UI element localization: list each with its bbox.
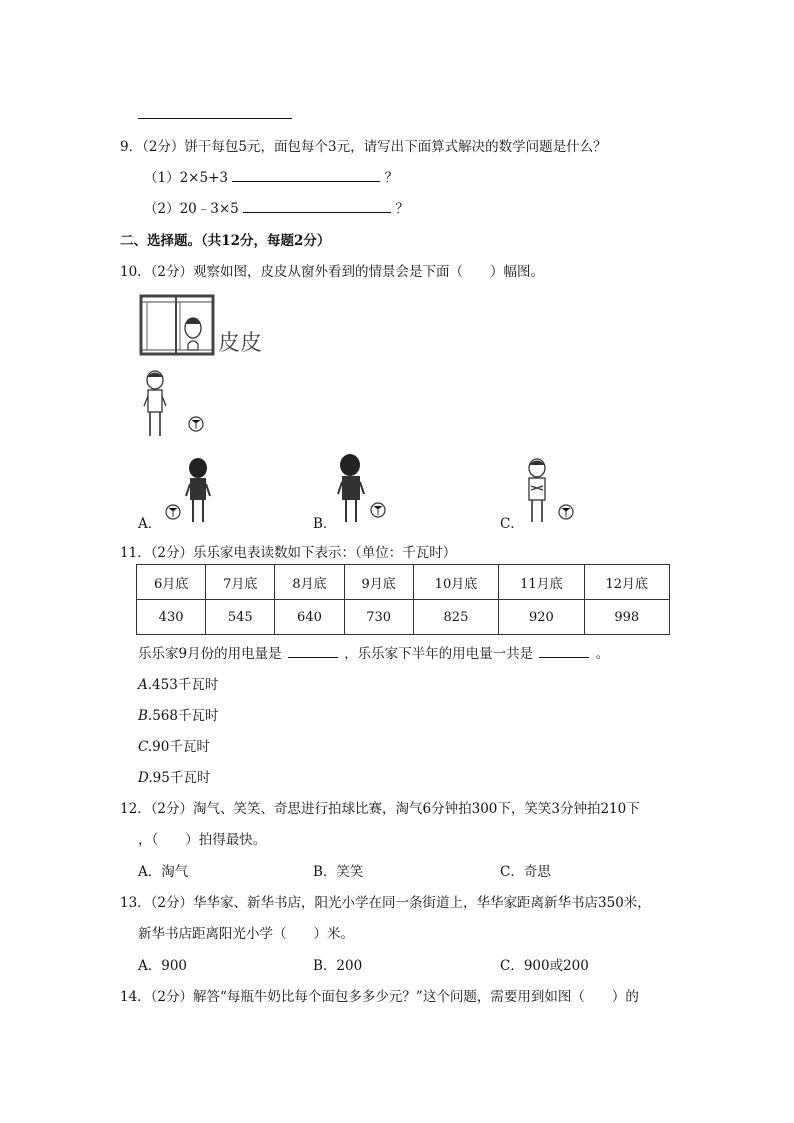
- question-10-option-c[interactable]: C．: [500, 516, 524, 532]
- question-13-option-a[interactable]: A．900: [138, 958, 188, 974]
- question-10-stem: 10．（2分）观察如图，皮皮从窗外看到的情景会是下面（ ）幅图。: [120, 264, 545, 280]
- table-header-cell: 10月底: [413, 565, 498, 600]
- question-9-sub1: [144, 166, 398, 186]
- option-c-text: 90千瓦时: [152, 739, 210, 755]
- table-header-cell: 11月底: [499, 565, 584, 600]
- table-cell: 640: [275, 600, 344, 635]
- table-cell: 998: [584, 600, 669, 635]
- table-header-row: [137, 565, 670, 600]
- table-cell: 825: [413, 600, 498, 635]
- table-row: [137, 600, 670, 635]
- question-9-sub2-end: ？: [395, 201, 409, 217]
- option-b-picture[interactable]: [334, 452, 394, 526]
- option-b-text: 568千瓦时: [152, 708, 219, 724]
- table-cell: 730: [344, 600, 413, 635]
- window-picture: [138, 294, 268, 360]
- option-c-picture[interactable]: [520, 456, 580, 526]
- question-11-option-c[interactable]: [138, 735, 210, 755]
- answer-line-previous: [138, 104, 292, 119]
- table-header-cell: 6月底: [137, 565, 206, 600]
- question-9-sub2-blank[interactable]: [243, 198, 391, 213]
- question-13-line-2: 新华书店距离阳光小学（ ）米。: [138, 926, 354, 942]
- option-d-letter: D.: [138, 770, 153, 786]
- section-2-heading: 二、选择题。（共12分，每题2分）: [120, 233, 331, 249]
- question-11-option-d[interactable]: [138, 766, 210, 786]
- question-12-line-2: ，（ ）拍得最快。: [138, 832, 267, 848]
- question-9-sub2-label: （2）20﹣3×5: [144, 201, 239, 217]
- table-header-cell: 8月底: [275, 565, 344, 600]
- option-b-letter: B.: [138, 708, 153, 724]
- question-11-stem: 11．（2分）乐乐家电表读数如下表示：（单位：千瓦时）: [120, 545, 457, 561]
- question-11-fill-part1: 乐乐家9月份的用电量是: [138, 646, 282, 662]
- option-c-letter: C.: [138, 739, 153, 755]
- table-cell: 430: [137, 600, 206, 635]
- question-11-blank-1[interactable]: [288, 643, 338, 658]
- question-10-option-a[interactable]: A．: [138, 516, 162, 532]
- table-cell: 545: [206, 600, 275, 635]
- question-11-fill-line: [138, 642, 609, 662]
- question-12-option-c[interactable]: C．奇思: [500, 864, 551, 880]
- option-a-letter: A.: [138, 677, 153, 693]
- window-label: 皮皮: [218, 331, 263, 356]
- question-9-stem: 9．（2分）饼干每包5元，面包每个3元，请写出下面算式解决的数学问题是什么？: [120, 139, 607, 155]
- question-13-line-1: 13．（2分）华华家、新华书店，阳光小学在同一条街道上，华华家距离新华书店350米，: [120, 895, 651, 911]
- question-12-option-a[interactable]: A．淘气: [138, 864, 189, 880]
- option-a-text: 453千瓦时: [152, 677, 219, 693]
- question-9-sub1-blank[interactable]: [232, 167, 380, 182]
- question-11-fill-part2: ，乐乐家下半年的用电量一共是: [344, 646, 534, 662]
- option-a-picture[interactable]: [162, 456, 222, 526]
- meter-reading-table: [136, 564, 670, 635]
- question-11-option-b[interactable]: [138, 704, 219, 724]
- table-cell: 920: [499, 600, 584, 635]
- question-11-fill-part3: 。: [595, 646, 610, 662]
- question-10-option-b[interactable]: B．: [313, 516, 337, 532]
- question-12-line-1: 12．（2分）淘气、笑笑、奇思进行拍球比赛，淘气6分钟拍300下，笑笑3分钟拍210下: [120, 801, 640, 817]
- question-11-blank-2[interactable]: [539, 643, 589, 658]
- question-13-option-c[interactable]: C．900或200: [500, 958, 589, 974]
- table-header-cell: 12月底: [584, 565, 669, 600]
- question-12-option-b[interactable]: B．笑笑: [313, 864, 364, 880]
- table-header-cell: 9月底: [344, 565, 413, 600]
- question-9-sub2: [144, 197, 409, 217]
- question-11-option-a[interactable]: [138, 673, 218, 693]
- question-9-sub1-label: （1）2×5+3: [144, 170, 228, 186]
- table-header-cell: 7月底: [206, 565, 275, 600]
- question-14-line-1: 14．（2分）解答“每瓶牛奶比每个面包多多少元？”这个问题，需要用到如图（ ）的: [120, 989, 639, 1005]
- option-d-text: 95千瓦时: [152, 770, 211, 786]
- outside-scene-picture: [140, 368, 210, 440]
- question-13-option-b[interactable]: B．200: [313, 958, 363, 974]
- question-9-sub1-end: ？: [384, 170, 399, 186]
